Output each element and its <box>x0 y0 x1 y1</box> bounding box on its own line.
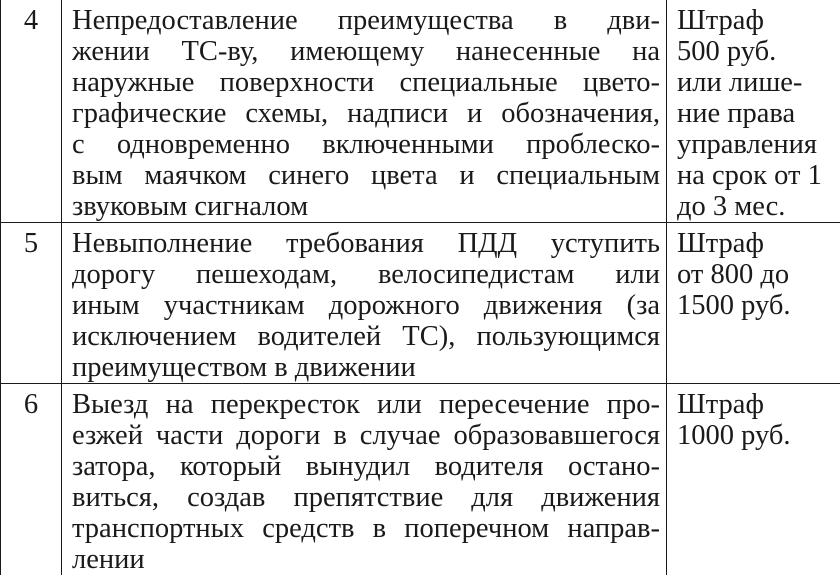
description-line: наружные поверхности специальные цвето- <box>72 67 660 98</box>
row-number: 6 <box>1 384 62 575</box>
description-line: преимуществом в движении <box>72 352 660 383</box>
row-number: 4 <box>1 0 62 223</box>
penalty-line: от 800 до <box>677 259 837 290</box>
penalty-line: или лише- <box>677 67 837 98</box>
table-row <box>1 223 840 384</box>
table-row <box>1 0 840 223</box>
penalty-line: 1500 руб. <box>677 290 837 321</box>
penalty-line: ние права <box>677 98 837 129</box>
description-line: затора, который вынудил водителя остано- <box>72 451 660 482</box>
description-line: графические схемы, надписи и обозначения, <box>72 98 660 129</box>
description-line: с одновременно включенными проблеско- <box>72 129 660 160</box>
row-number: 5 <box>1 223 62 384</box>
penalty-line: на срок от 1 <box>677 160 837 191</box>
description-line: Выезд на перекресток или пересечение про- <box>72 389 660 420</box>
violation-description <box>62 384 667 575</box>
description-line: иным участникам дорожного движения (за <box>72 290 660 321</box>
description-line: вым маячком синего цвета и специальным <box>72 160 660 191</box>
description-line: лении <box>72 544 660 575</box>
violation-description <box>62 0 667 223</box>
description-line: исключением водителей ТС), пользующимся <box>72 321 660 352</box>
description-line: звуковым сигналом <box>72 191 660 222</box>
penalty-line: Штраф <box>677 228 837 259</box>
table-row <box>1 384 840 575</box>
description-line: транспортных средств в поперечном направ- <box>72 513 660 544</box>
penalty-line: Штраф <box>677 389 837 420</box>
description-line: виться, создав препятствие для движения <box>72 482 660 513</box>
description-line: езжей части дороги в случае образовавшегося <box>72 420 660 451</box>
penalty <box>667 223 840 384</box>
penalty-line: управления <box>677 129 837 160</box>
penalty-line: 500 руб. <box>677 36 837 67</box>
penalty-line: до 3 мес. <box>677 191 837 222</box>
description-line: жении ТС-ву, имеющему нанесенные на <box>72 36 660 67</box>
violation-description <box>62 223 667 384</box>
penalty <box>667 384 840 575</box>
description-line: Непредоставление преимущества в дви- <box>72 5 660 36</box>
description-line: дорогу пешеходам, велосипедистам или <box>72 259 660 290</box>
penalty <box>667 0 840 223</box>
penalty-line: 1000 руб. <box>677 420 837 451</box>
description-line: Невыполнение требования ПДД уступить <box>72 228 660 259</box>
penalty-line: Штраф <box>677 5 837 36</box>
